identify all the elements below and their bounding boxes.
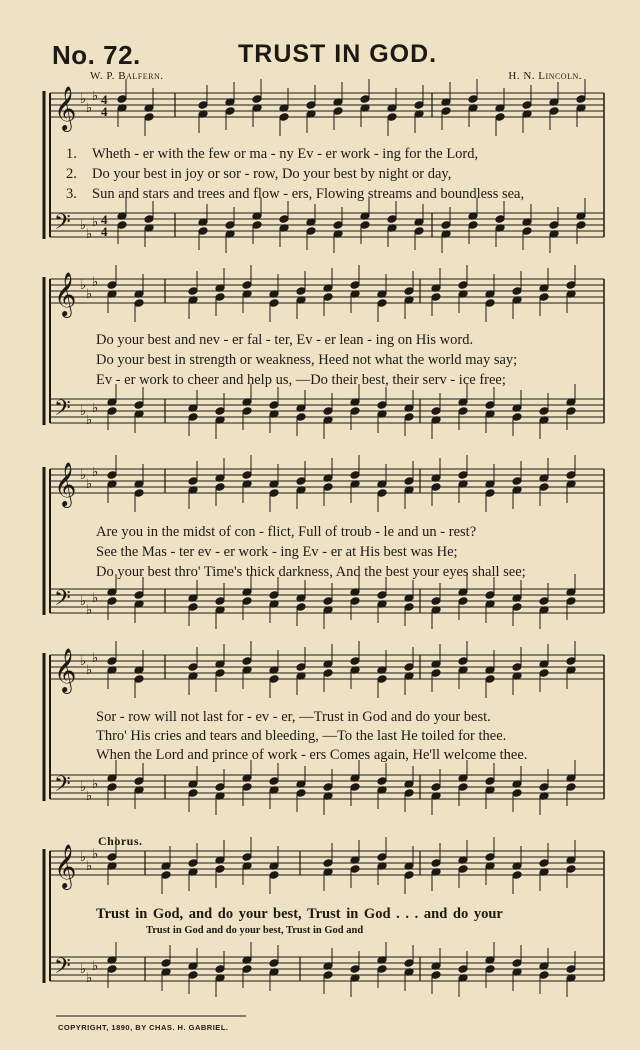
note-head — [350, 657, 360, 666]
note-head — [242, 597, 252, 606]
flat-sign: ♭ — [86, 859, 93, 874]
note-head — [242, 853, 252, 862]
note-head — [458, 783, 468, 792]
note-head — [441, 221, 451, 230]
flat-sign: ♭ — [86, 663, 93, 678]
note-head — [296, 287, 306, 296]
note-head — [539, 783, 549, 792]
note-head — [269, 591, 279, 600]
note-head — [107, 783, 117, 792]
chorus-label: Chorus. — [98, 834, 143, 848]
note-head — [566, 407, 576, 416]
note-head — [323, 783, 333, 792]
verse-number: 2. — [66, 166, 77, 182]
note-head — [576, 221, 586, 230]
note-head — [296, 477, 306, 486]
note-head — [566, 865, 576, 874]
note-head — [387, 215, 397, 224]
note-head — [576, 95, 586, 104]
note-head — [225, 107, 235, 116]
verse-text: Thro' His cries and tears and bleeding, —To the last He toiled for thee. — [96, 728, 507, 744]
note-head — [468, 95, 478, 104]
note-head — [225, 221, 235, 230]
flat-sign: ♭ — [86, 287, 93, 302]
flat-sign: ♭ — [86, 477, 93, 492]
note-head — [431, 597, 441, 606]
verse-text: Do your best in strength or weakness, Heed not what the world may say; — [96, 352, 518, 368]
note-head — [188, 603, 198, 612]
note-head — [323, 669, 333, 678]
time-signature: 4 — [101, 92, 108, 107]
note-head — [134, 591, 144, 600]
note-head — [404, 789, 414, 798]
note-head — [485, 591, 495, 600]
note-head — [269, 675, 279, 684]
note-head — [161, 871, 171, 880]
note-head — [485, 965, 495, 974]
note-head — [252, 221, 262, 230]
flat-sign: ♭ — [92, 847, 99, 862]
note-head — [296, 413, 306, 422]
flat-sign: ♭ — [86, 603, 93, 618]
note-head — [107, 597, 117, 606]
note-head — [323, 407, 333, 416]
note-head — [485, 401, 495, 410]
note-head — [333, 221, 343, 230]
note-head — [539, 407, 549, 416]
note-head — [188, 789, 198, 798]
note-head — [333, 107, 343, 116]
verse-number: 3. — [66, 186, 77, 202]
note-head — [296, 663, 306, 672]
note-head — [458, 865, 468, 874]
note-head — [134, 401, 144, 410]
note-head — [404, 959, 414, 968]
note-head — [566, 783, 576, 792]
note-head — [306, 227, 316, 236]
note-head — [441, 107, 451, 116]
note-head — [431, 293, 441, 302]
note-head — [323, 293, 333, 302]
chorus-lyric: Trust in God, and do your best, Trust in God . . . and do your — [96, 906, 503, 922]
note-head — [242, 657, 252, 666]
flat-sign: ♭ — [86, 413, 93, 428]
note-head — [107, 471, 117, 480]
verse-text: Sor - row will not last for - ev - er, —Trust in God and do your best. — [96, 709, 491, 725]
note-head — [215, 965, 225, 974]
note-head — [269, 777, 279, 786]
chorus-bass-lyric: Trust in God and do your best, Trust in God and — [146, 925, 364, 936]
note-head — [377, 591, 387, 600]
note-head — [431, 783, 441, 792]
note-head — [377, 965, 387, 974]
note-head — [377, 299, 387, 308]
note-head — [404, 663, 414, 672]
note-head — [107, 281, 117, 290]
bass-clef: 𝄢 — [54, 954, 71, 984]
hymn-number: No. 72. — [52, 40, 141, 70]
note-head — [485, 489, 495, 498]
flat-sign: ♭ — [92, 591, 99, 606]
treble-clef: 𝄞 — [54, 86, 77, 130]
note-head — [134, 675, 144, 684]
verse-text: Do your best and nev - er fal - ter, Ev - er lean - ing on His word. — [96, 332, 474, 348]
note-head — [414, 227, 424, 236]
note-head — [350, 597, 360, 606]
note-head — [549, 221, 559, 230]
note-head — [566, 471, 576, 480]
verse-text: Ev - er work to cheer and help us, —Do their best, their serv - ice free; — [96, 372, 506, 388]
note-head — [107, 657, 117, 666]
note-head — [458, 281, 468, 290]
flat-sign: ♭ — [80, 404, 87, 419]
flat-sign: ♭ — [80, 654, 87, 669]
flat-sign: ♭ — [80, 594, 87, 609]
note-head — [458, 657, 468, 666]
note-head — [404, 603, 414, 612]
note-head — [387, 113, 397, 122]
verse-text: Do your best thro' Time's thick darkness, And the best your eyes shall see; — [96, 564, 526, 580]
note-head — [512, 413, 522, 422]
note-head — [242, 965, 252, 974]
note-head — [242, 407, 252, 416]
note-head — [269, 959, 279, 968]
treble-clef: 𝄞 — [54, 272, 77, 316]
note-head — [485, 675, 495, 684]
note-head — [306, 101, 316, 110]
flat-sign: ♭ — [92, 401, 99, 416]
note-head — [198, 101, 208, 110]
note-head — [566, 657, 576, 666]
note-head — [549, 107, 559, 116]
note-head — [161, 959, 171, 968]
note-head — [495, 215, 505, 224]
note-head — [458, 471, 468, 480]
note-head — [350, 407, 360, 416]
note-head — [279, 215, 289, 224]
note-head — [377, 777, 387, 786]
composer-credit: H. N. Lincoln. — [508, 70, 582, 82]
bass-clef: 𝄢 — [54, 586, 71, 616]
flat-sign: ♭ — [80, 92, 87, 107]
note-head — [242, 783, 252, 792]
bass-clef: 𝄢 — [54, 396, 71, 426]
note-head — [188, 477, 198, 486]
note-head — [404, 871, 414, 880]
flat-sign: ♭ — [86, 101, 93, 116]
note-head — [414, 101, 424, 110]
note-head — [269, 401, 279, 410]
note-head — [144, 215, 154, 224]
flat-sign: ♭ — [92, 465, 99, 480]
note-head — [188, 287, 198, 296]
note-head — [117, 95, 127, 104]
note-head — [323, 859, 333, 868]
note-head — [539, 293, 549, 302]
note-head — [269, 489, 279, 498]
flat-sign: ♭ — [80, 962, 87, 977]
note-head — [279, 113, 289, 122]
flat-sign: ♭ — [86, 971, 93, 986]
note-head — [458, 597, 468, 606]
note-head — [431, 859, 441, 868]
note-head — [188, 413, 198, 422]
note-head — [377, 853, 387, 862]
note-head — [468, 221, 478, 230]
note-head — [350, 865, 360, 874]
note-head — [215, 407, 225, 416]
flat-sign: ♭ — [86, 789, 93, 804]
note-head — [323, 483, 333, 492]
note-head — [144, 113, 154, 122]
note-head — [458, 407, 468, 416]
note-head — [404, 413, 414, 422]
note-head — [512, 789, 522, 798]
note-head — [360, 221, 370, 230]
flat-sign: ♭ — [92, 651, 99, 666]
note-head — [134, 777, 144, 786]
note-head — [188, 971, 198, 980]
note-head — [350, 965, 360, 974]
note-head — [269, 299, 279, 308]
note-head — [495, 113, 505, 122]
flat-sign: ♭ — [92, 275, 99, 290]
note-head — [269, 871, 279, 880]
note-head — [431, 407, 441, 416]
note-head — [107, 853, 117, 862]
flat-sign: ♭ — [80, 850, 87, 865]
treble-clef: 𝄞 — [54, 462, 77, 506]
note-head — [323, 597, 333, 606]
note-head — [215, 783, 225, 792]
note-head — [117, 221, 127, 230]
verse-number: 1. — [66, 146, 77, 162]
flat-sign: ♭ — [80, 218, 87, 233]
verse-text: Wheth - er with the few or ma - ny Ev - er work - ing for the Lord, — [92, 146, 479, 162]
flat-sign: ♭ — [92, 959, 99, 974]
note-head — [296, 789, 306, 798]
verse-text: Sun and stars and trees and flow - ers, Flowing streams and boundless sea, — [92, 186, 525, 202]
note-head — [566, 965, 576, 974]
flat-sign: ♭ — [80, 468, 87, 483]
note-head — [539, 859, 549, 868]
note-head — [485, 853, 495, 862]
note-head — [107, 407, 117, 416]
verse-text: Do your best in joy or sor - row, Do your best by night or day, — [92, 166, 452, 182]
note-head — [431, 669, 441, 678]
hymn-title: TRUST IN GOD. — [238, 40, 438, 68]
note-head — [360, 95, 370, 104]
verse-line — [66, 166, 451, 183]
note-head — [431, 971, 441, 980]
note-head — [485, 777, 495, 786]
copyright-notice: COPYRIGHT, 1890, BY CHAS. H. GABRIEL. — [58, 1023, 229, 1032]
note-head — [215, 669, 225, 678]
note-head — [566, 597, 576, 606]
note-head — [377, 675, 387, 684]
note-head — [242, 281, 252, 290]
note-head — [539, 483, 549, 492]
bass-clef: 𝄢 — [54, 210, 71, 240]
treble-clef: 𝄞 — [54, 844, 77, 888]
time-signature: 4 — [101, 212, 108, 227]
flat-sign: ♭ — [92, 215, 99, 230]
treble-clef: 𝄞 — [54, 648, 77, 692]
verse-text: When the Lord and prince of work - ers Comes again, He'll welcome thee. — [96, 747, 528, 763]
note-head — [512, 871, 522, 880]
note-head — [350, 783, 360, 792]
note-head — [377, 401, 387, 410]
note-head — [512, 959, 522, 968]
note-head — [566, 281, 576, 290]
note-head — [134, 489, 144, 498]
lyricist-credit: W. P. Balfern. — [90, 70, 164, 82]
verse-line — [66, 146, 478, 163]
time-signature: 4 — [101, 104, 108, 119]
note-head — [350, 471, 360, 480]
note-head — [512, 477, 522, 486]
verse-text: Are you in the midst of con - flict, Full of troub - le and un - rest? — [96, 524, 477, 540]
note-head — [522, 227, 532, 236]
note-head — [431, 483, 441, 492]
note-head — [242, 471, 252, 480]
note-head — [404, 477, 414, 486]
verse-text: See the Mas - ter ev - er work - ing Ev - er at His best was He; — [96, 544, 458, 560]
note-head — [188, 859, 198, 868]
note-head — [323, 971, 333, 980]
flat-sign: ♭ — [92, 777, 99, 792]
note-head — [539, 669, 549, 678]
note-head — [522, 101, 532, 110]
bass-clef: 𝄢 — [54, 772, 71, 802]
flat-sign: ♭ — [80, 278, 87, 293]
note-head — [512, 287, 522, 296]
note-head — [539, 971, 549, 980]
note-head — [404, 287, 414, 296]
note-head — [350, 281, 360, 290]
flat-sign: ♭ — [80, 780, 87, 795]
note-head — [215, 865, 225, 874]
verse-line — [66, 186, 524, 203]
note-head — [188, 663, 198, 672]
time-signature: 4 — [101, 224, 108, 239]
note-head — [512, 603, 522, 612]
note-head — [512, 663, 522, 672]
note-head — [296, 603, 306, 612]
note-head — [215, 293, 225, 302]
note-head — [134, 299, 144, 308]
note-head — [458, 965, 468, 974]
note-head — [215, 483, 225, 492]
flat-sign: ♭ — [92, 89, 99, 104]
note-head — [215, 597, 225, 606]
note-head — [198, 227, 208, 236]
flat-sign: ♭ — [86, 227, 93, 242]
note-head — [377, 489, 387, 498]
note-head — [107, 965, 117, 974]
note-head — [485, 299, 495, 308]
note-head — [539, 597, 549, 606]
note-head — [252, 95, 262, 104]
